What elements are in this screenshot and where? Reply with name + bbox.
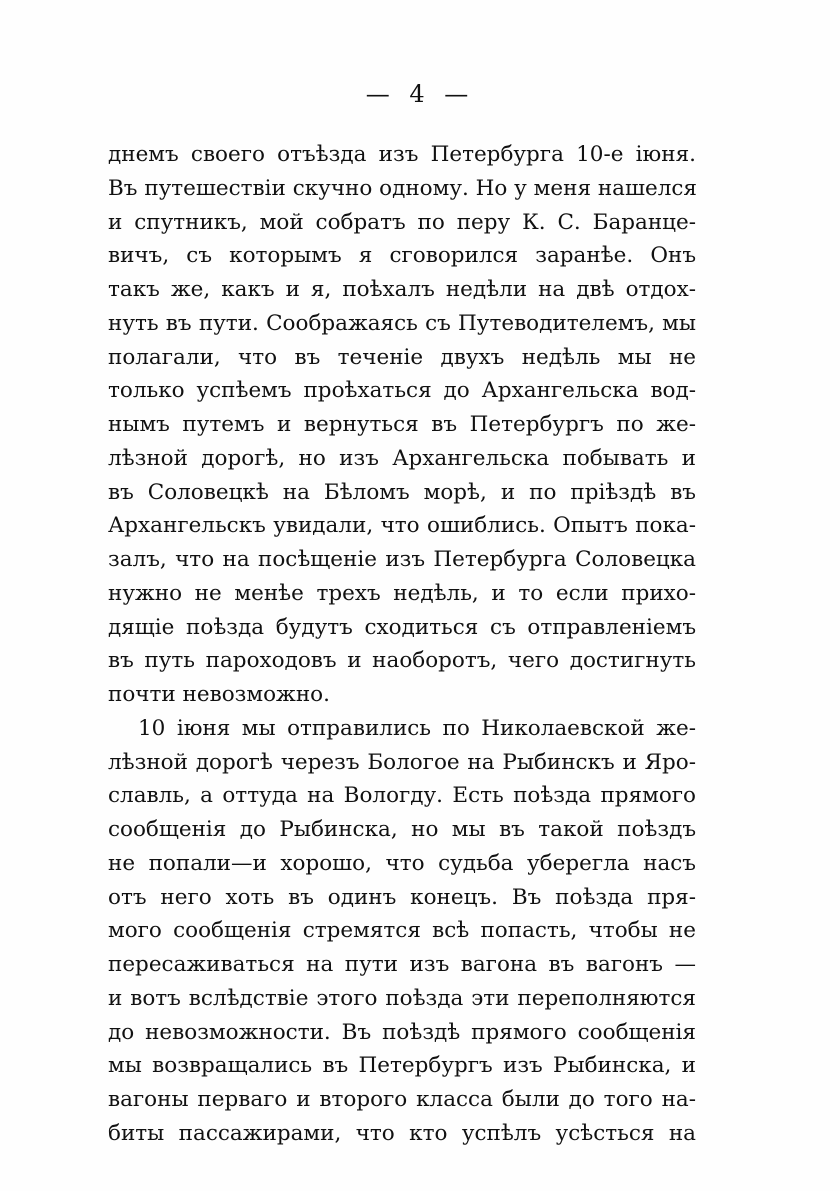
text-line: лѣзной дорогѣ черезъ Бологое на Рыбинскъ и Яро- (108, 749, 696, 775)
text-line: въ путь пароходовъ и наоборотъ, чего достигнуть (108, 648, 696, 674)
text-line: почти невозможно. (108, 682, 330, 707)
text-line: такъ же, какъ и я, поѣхалъ недѣли на двѣ отдох- (108, 277, 696, 302)
text-line: и спутникъ, мой собратъ по перу К. С. Баранце- (108, 209, 696, 235)
text-line: пересаживаться на пути изъ вагона въ вагонъ — (108, 952, 696, 977)
text-line: отъ него хоть въ одинъ конецъ. Въ поѣзда пря- (108, 884, 696, 910)
text-line: 10 іюня мы отправились по Николаевской же- (138, 715, 696, 741)
text-line: Въ путешествіи скучно одному. Но у меня нашелся (108, 175, 697, 201)
text-line: нымъ путемъ и вернуться въ Петербургъ по же- (108, 412, 696, 437)
text-line: днемъ своего отъѣзда изъ Петербурга 10-е іюня. (108, 142, 696, 167)
body-text (108, 138, 696, 1151)
text-line: нуть въ пути. Соображаясь съ Путеводителемъ, мы (108, 310, 696, 336)
text-line: вичъ, съ которымъ я сговорился заранѣе. Онъ (108, 243, 696, 269)
text-line: мы возвращались въ Петербургъ изъ Рыбинска, и (108, 1053, 696, 1079)
text-line: славль, а оттуда на Вологду. Есть поѣзда прямого (108, 783, 696, 809)
page-number: — 4 — (365, 80, 475, 108)
text-line: до невозможности. Въ поѣздѣ прямого сообщенія (108, 1019, 696, 1045)
text-line: полагали, что въ теченіе двухъ недѣль мы не (108, 344, 696, 370)
text-line: залъ, что на посѣщеніе изъ Петербурга Соловецка (108, 547, 696, 572)
text-line: мого сообщенія стремятся всѣ попасть, чтобы не (108, 918, 696, 944)
text-line: въ Соловецкѣ на Бѣломъ морѣ, и по пріѣздѣ въ (108, 479, 696, 505)
text-line: не попали—и хорошо, что судьба уберегла насъ (108, 850, 696, 876)
paragraph-1 (108, 138, 696, 712)
text-line: сообщенія до Рыбинска, но мы въ такой поѣздъ (108, 817, 696, 842)
text-line: и вотъ вслѣдствіе этого поѣзда эти переполняются (108, 985, 696, 1011)
text-line: только успѣемъ проѣхаться до Архангельска вод- (108, 378, 696, 404)
text-line: лѣзной дорогѣ, но изъ Архангельска побывать и (108, 445, 696, 471)
text-line: Архангельскъ увидали, что ошиблись. Опытъ пока- (108, 513, 696, 539)
text-line: вагоны перваго и второго класса были до того на- (108, 1087, 696, 1112)
text-line: нужно не менѣе трехъ недѣль, и то если прихо- (108, 580, 696, 606)
paragraph-2 (108, 712, 696, 1151)
text-line: биты пассажирами, что кто успѣлъ усѣсться на (108, 1120, 696, 1146)
text-line: дящіе поѣзда будутъ сходиться съ отправленіемъ (108, 614, 696, 640)
